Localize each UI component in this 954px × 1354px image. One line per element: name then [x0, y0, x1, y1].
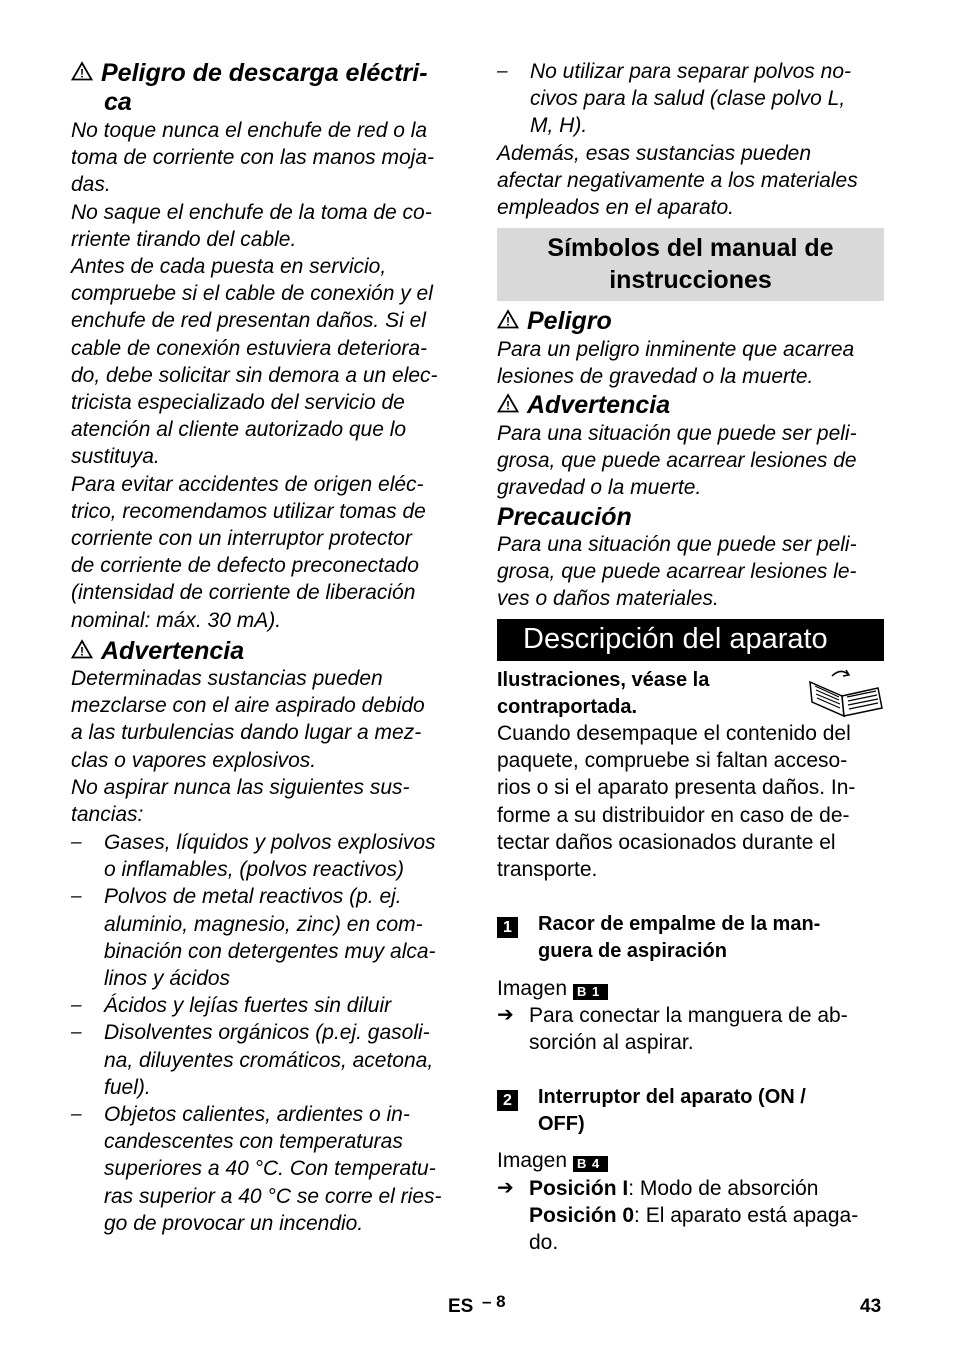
text-line: cable de conexión estuviera deteriora- [71, 336, 428, 360]
footer-local-page: – 8 [482, 1292, 506, 1311]
warning-triangle-icon [497, 309, 519, 329]
item1-title: Racor de empalme de la man- guera de aspiración [538, 913, 821, 962]
text-line: nominal: máx. 30 mA). [71, 608, 282, 632]
text-line: de corriente de defecto preconectado [71, 554, 419, 578]
list-item: – No utilizar para separar polvos no- civos para la salud (clase polvo L, M, H). [497, 60, 851, 138]
list-item: – Gases, líquidos y polvos explosivos o inflamables, (polvos reactivos) [71, 831, 436, 882]
text-line: rriente tirando del cable. [71, 227, 297, 251]
text-line: No aspirar nunca las siguientes sus- [71, 775, 410, 799]
arrow-right-icon: ➔ [497, 1177, 514, 1199]
list-item: – Disolventes orgánicos (p.ej. gasoli- na, diluyentes cromáticos, acetona, fuel). [71, 1021, 434, 1099]
svg-text:!: ! [506, 314, 510, 329]
text-line: clas o vapores explosivos. [71, 748, 317, 772]
substance-list [71, 829, 459, 1237]
illustrations-note: Ilustraciones, véase la contraportada. [497, 669, 710, 718]
page-number: 43 [860, 1296, 882, 1317]
text-line: (intensidad de corriente de liberación [71, 581, 416, 605]
text-line: compruebe si el cable de conexión y el [71, 282, 433, 306]
item2-image-ref: Imagen B 4 [497, 1147, 608, 1174]
advertencia-text: Para una situación que puede ser peli- grosa, que puede acarrear lesiones de gravedad o la muerte. [497, 422, 857, 500]
advertencia-heading: ! Advertencia [497, 391, 670, 419]
list-item: – Polvos de metal reactivos (p. ej. aluminio, magnesio, zinc) en com- binación con detergentes muy alca- linos y ácidos [71, 885, 436, 991]
peligro-heading: ! Peligro [497, 307, 612, 335]
danger-heading: ! Peligro de descarga eléctri- [71, 59, 428, 87]
item-number-badge: 1 [497, 917, 518, 938]
text-line: enchufe de red presentan daños. Si el [71, 309, 426, 333]
text-line: sustituya. [71, 445, 160, 469]
text-line: tancias: [71, 803, 144, 827]
svg-text:!: ! [80, 66, 84, 81]
unpack-text: Cuando desempaque el contenido del paquete, compruebe si faltan acceso- rios o si el aparato presenta daños. In- forme a su distribuidor en caso de de- tectar daños ocasionados durante el transporte. [497, 722, 856, 882]
peligro-text: Para un peligro inminente que acarrea lesiones de gravedad o la muerte. [497, 338, 855, 389]
item1-desc: ➔ Para conectar la manguera de ab- sorción al aspirar. [497, 1004, 848, 1055]
text-line: a las turbulencias dando lugar a mez- [71, 721, 422, 745]
text-line: toma de corriente con las manos moja- [71, 146, 434, 170]
also-text [497, 140, 858, 222]
item-number-badge: 2 [497, 1090, 518, 1111]
warning-text [71, 665, 425, 828]
footer-lang: ES [448, 1296, 474, 1317]
warning-triangle-icon [497, 393, 519, 413]
text-line: tricista especializado del servicio de [71, 391, 405, 415]
text-line: No saque el enchufe de la toma de co- [71, 200, 432, 224]
text-line: No toque nunca el enchufe de red o la [71, 119, 428, 142]
text-line: empleados en el aparato. [497, 196, 734, 220]
warning-triangle-icon [71, 61, 93, 81]
text-line: mezclarse con el aire aspirado debido [71, 694, 425, 718]
text-line: Además, esas sustancias pueden [497, 142, 812, 165]
precaucion-heading: Precaución [497, 503, 632, 531]
warning-heading: ! Advertencia [71, 637, 244, 665]
text-line: Antes de cada puesta en servicio, [71, 255, 387, 279]
list-item: – Ácidos y lejías fuertes sin diluir [71, 994, 392, 1018]
text-line: Para evitar accidentes de origen eléc- [71, 472, 424, 496]
figure-badge: B 4 [573, 1156, 608, 1172]
svg-text:!: ! [80, 644, 84, 659]
text-line: do, debe solicitar sin demora a un elec- [71, 363, 438, 387]
text-line: atención al cliente autorizado que lo [71, 418, 407, 442]
text-line: corriente con un interruptor protector [71, 527, 412, 551]
list-item: – Objetos calientes, ardientes o in- candescentes con temperaturas superiores a 40 °C. Con temperatu- ras superior a 40 °C se corre el ries- go de provocar un incendio. [71, 1103, 442, 1235]
figure-badge: B 1 [573, 984, 608, 1000]
text-line: trico, recomendamos utilizar tomas de [71, 499, 426, 523]
description-heading: Descripción del aparato [497, 619, 884, 661]
item1-image-ref: Imagen B 1 [497, 975, 608, 1002]
arrow-right-icon: ➔ [497, 1004, 514, 1026]
danger-heading-cont: ca [104, 88, 132, 116]
text-line: afectar negativamente a los materiales [497, 169, 858, 193]
open-book-icon [806, 668, 884, 720]
text-line: das. [71, 173, 111, 197]
danger-text [71, 117, 438, 634]
svg-text:!: ! [506, 398, 510, 413]
warning-triangle-icon [71, 639, 93, 659]
item2-desc: ➔ Posición I: Modo de absorción Posición 0: El aparato está apaga- do. [497, 1177, 859, 1255]
text-line: Determinadas sustancias pueden [71, 667, 383, 690]
symbols-heading: Símbolos del manual de instrucciones [497, 228, 884, 301]
precaucion-text: Para una situación que puede ser peli- grosa, que puede acarrear lesiones le- ves o daños materiales. [497, 533, 857, 611]
item2-title: Interruptor del aparato (ON / OFF) [538, 1086, 806, 1135]
